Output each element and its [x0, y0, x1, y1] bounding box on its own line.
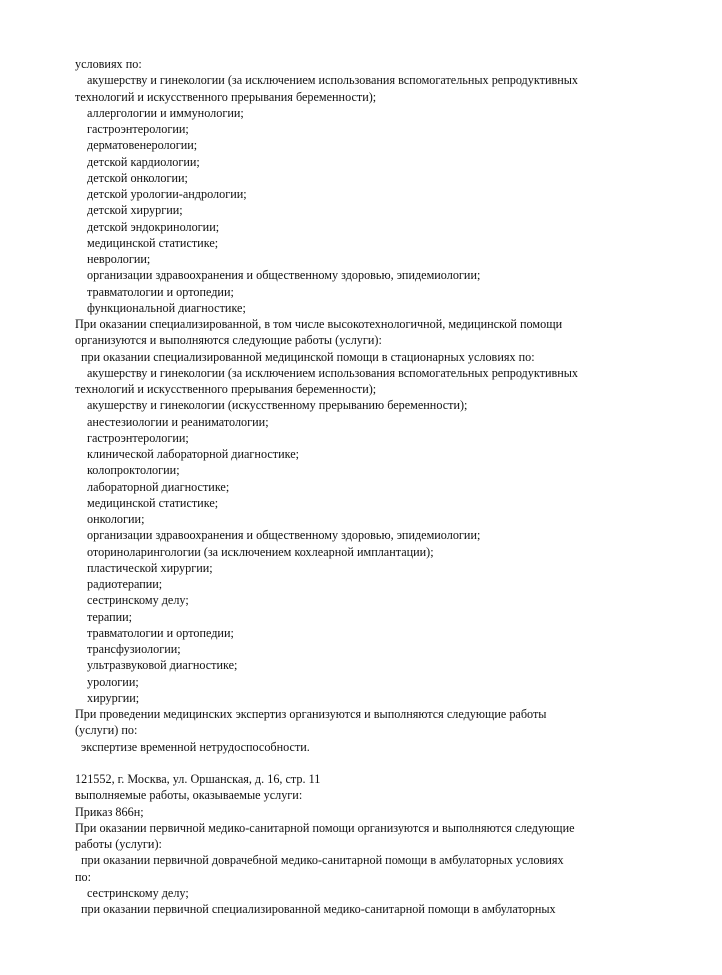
text-line: урологии; [87, 674, 139, 689]
text-line: медицинской статистике; [87, 495, 219, 510]
text-line: Приказ 866н; [75, 804, 144, 819]
text-line: колопроктологии; [87, 463, 180, 478]
text-line: акушерству и гинекологии (за исключением использования вспомогательных репродуктивных [87, 73, 579, 88]
text-line: при оказании первичной специализированной медико-санитарной помощи в амбулаторных [81, 902, 556, 916]
text-line: организации здравоохранения и общественному здоровью, эпидемиологии; [87, 268, 481, 283]
text-line: детской хирургии; [87, 203, 183, 218]
text-line: хирургии; [87, 690, 140, 705]
text-line: гастроэнтерологии; [87, 122, 189, 136]
text-line: 121552, г. Москва, ул. Оршанская, д. 16, стр. 11 [75, 772, 321, 786]
text-line: сестринскому делу; [87, 885, 189, 900]
text-line: сестринскому делу; [87, 593, 189, 608]
text-line: При проведении медицинских экспертиз организуются и выполняются следующие работы [75, 707, 547, 721]
text-line: при оказании специализированной медицинской помощи в стационарных условиях по: [81, 349, 535, 364]
text-line: онкологии; [87, 512, 145, 526]
text-line: При оказании первичной медико-санитарной помощи организуются и выполняются следующие [75, 820, 575, 835]
text-line: детской онкологии; [87, 170, 188, 185]
text-line: радиотерапии; [87, 577, 163, 591]
text-line: детской урологии-андрологии; [87, 187, 247, 201]
text-line: при оказании первичной доврачебной медико-санитарной помощи в амбулаторных условиях [81, 853, 564, 868]
text-line: по: [75, 869, 92, 884]
text-line: дерматовенерологии; [87, 138, 198, 153]
text-line: медицинской статистике; [87, 235, 219, 250]
text-line: акушерству и гинекологии (искусственному прерыванию беременности); [87, 398, 468, 413]
text-line: условиях по: [75, 57, 142, 71]
text-line: лабораторной диагностике; [87, 479, 230, 494]
text-line: функциональной диагностике; [87, 300, 246, 315]
text-line: травматологии и ортопедии; [87, 625, 234, 640]
text-line: терапии; [87, 609, 133, 624]
text-line: организуются и выполняются следующие работы (услуги): [75, 333, 382, 348]
text-line: организации здравоохранения и общественному здоровью, эпидемиологии; [87, 528, 481, 543]
text-line: анестезиологии и реаниматологии; [87, 414, 269, 429]
text-line: экспертизе временной нетрудоспособности. [81, 739, 310, 754]
text-line: работы (услуги): [75, 837, 162, 851]
text-line: акушерству и гинекологии (за исключением использования вспомогательных репродуктивных [87, 365, 579, 380]
text-line: неврологии; [87, 252, 151, 266]
text-line: аллергологии и иммунологии; [87, 105, 244, 120]
text-line: детской эндокринологии; [87, 219, 220, 234]
text-line: трансфузиологии; [87, 642, 181, 656]
text-line: травматологии и ортопедии; [87, 284, 234, 299]
text-line: технологий и искусственного прерывания беременности); [75, 382, 377, 396]
blank-line [75, 755, 675, 771]
text-line: пластической хирургии; [87, 560, 213, 575]
text-line: ультразвуковой диагностике; [87, 658, 238, 673]
text-line: При оказании специализированной, в том числе высокотехнологичной, медицинской помощи [75, 317, 563, 331]
text-line: выполняемые работы, оказываемые услуги: [75, 788, 303, 803]
text-line: детской кардиологии; [87, 154, 200, 169]
text-line: технологий и искусственного прерывания беременности); [75, 89, 377, 104]
document-text-block [75, 56, 675, 917]
text-line: клинической лабораторной диагностике; [87, 447, 300, 461]
text-line: оториноларингологии (за исключением кохлеарной имплантации); [87, 544, 434, 559]
text-line: (услуги) по: [75, 723, 138, 738]
text-line: гастроэнтерологии; [87, 430, 189, 445]
